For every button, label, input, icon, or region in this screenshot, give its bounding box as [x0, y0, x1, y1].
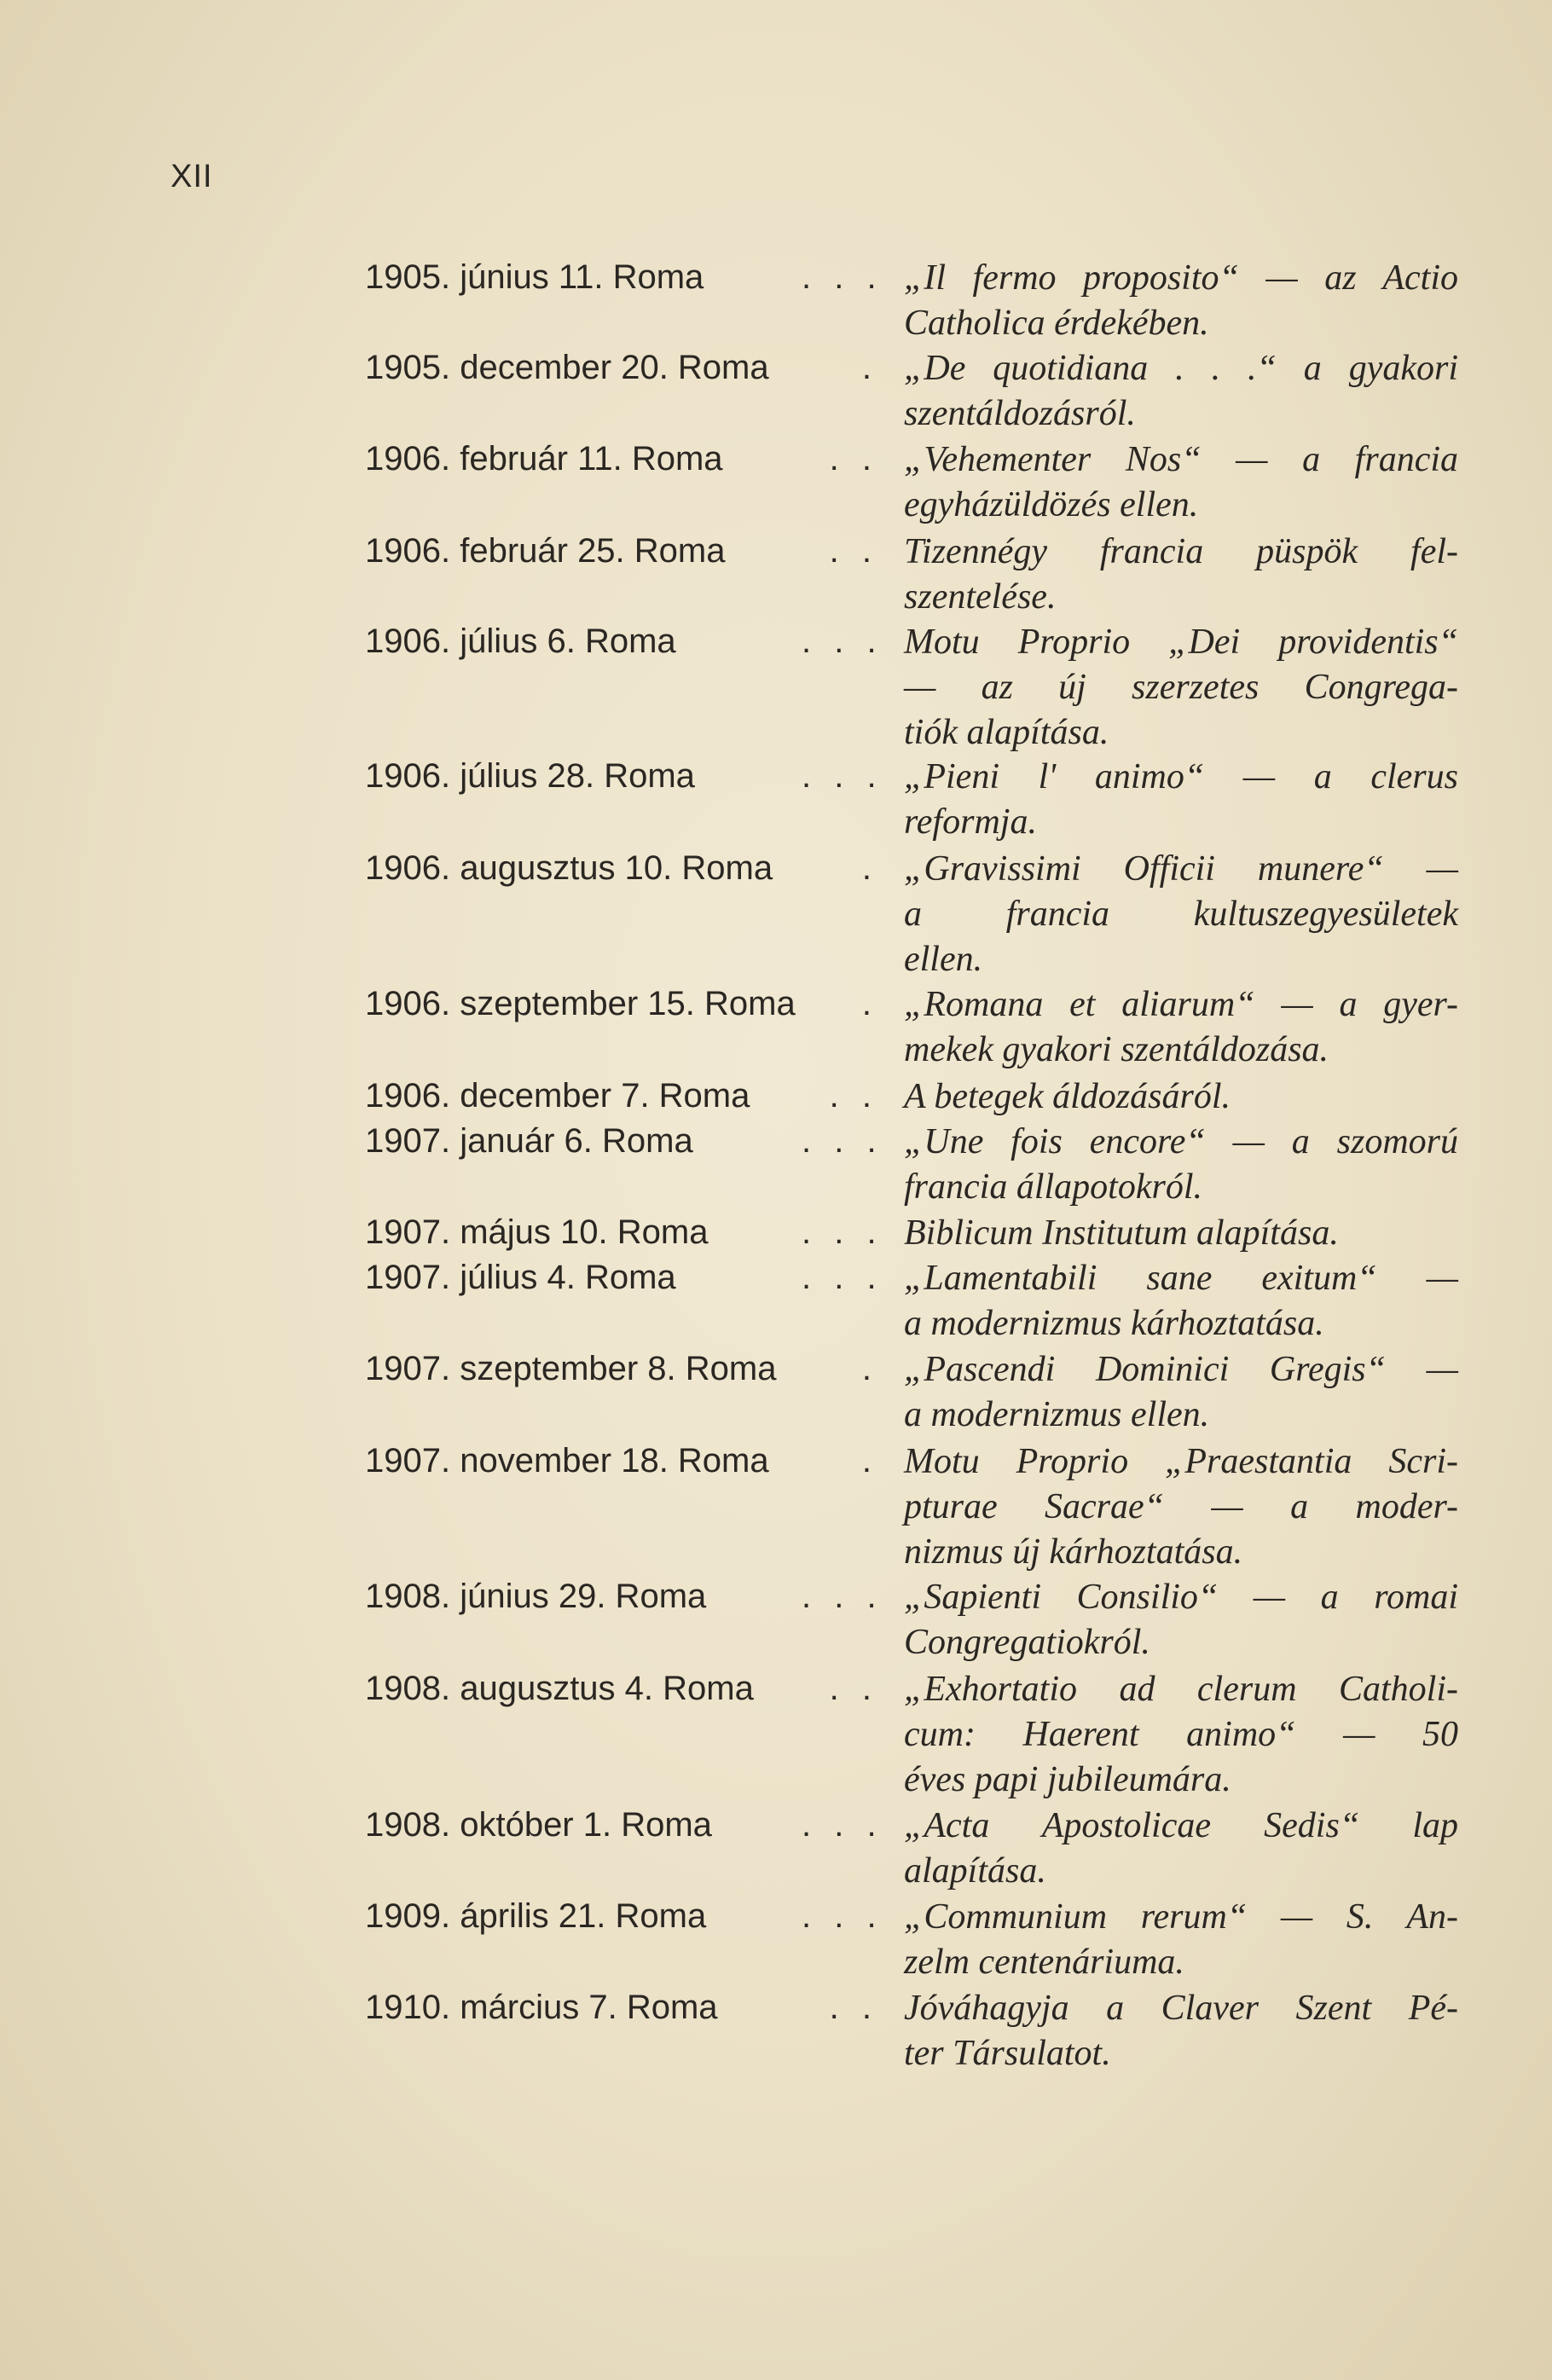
entry-description [904, 755, 1458, 845]
entry-description [904, 982, 1458, 1073]
description-line: Motu Proprio „Dei providentis“ [904, 623, 1458, 662]
description-line: a francia kultuszegyesületek [904, 895, 1458, 934]
entry-description [904, 530, 1458, 620]
description-line: — az új szerzetes Congrega- [904, 668, 1458, 707]
leader-dots: . . . [802, 1897, 883, 1935]
leader-dots: . . . [802, 757, 883, 795]
description-line: ter Társulatot. [904, 2034, 1111, 2073]
entry-date: 1906. július 28. Roma [365, 757, 695, 795]
entry-description [904, 620, 1458, 756]
description-line: „Pieni l' animo“ — a clerus [904, 757, 1458, 796]
description-line: „Romana et aliarum“ — a gyer- [904, 985, 1458, 1024]
description-line: „Acta Apostolicae Sedis“ lap [904, 1806, 1458, 1845]
leader-dots: . . . [802, 1122, 883, 1160]
leader-dots: . [861, 985, 878, 1022]
entry-date: 1906. december 7. Roma [365, 1077, 750, 1115]
description-line: szentelése. [904, 577, 1057, 617]
description-line: „Sapienti Consilio“ — a romai [904, 1578, 1458, 1617]
description-line: cum: Haerent animo“ — 50 [904, 1715, 1458, 1754]
entry-date: 1906. február 11. Roma [365, 440, 723, 478]
entry-description [904, 1986, 1458, 2076]
entry-description [904, 1895, 1458, 1985]
entry-description [904, 437, 1458, 528]
description-line: „De quotidiana . . .“ a gyakori [904, 349, 1458, 388]
leader-dots: . . [829, 1077, 878, 1115]
entry-description [904, 1074, 1458, 1120]
description-line: szentáldozásról. [904, 394, 1136, 433]
description-line: nizmus új kárhoztatása. [904, 1532, 1243, 1572]
entry-date: 1906. február 25. Roma [365, 532, 726, 570]
leader-dots: . . . [802, 623, 883, 660]
entry-date: 1907. szeptember 8. Roma [365, 1350, 777, 1387]
leader-dots: . . . [802, 1259, 883, 1296]
description-line: tiók alapítása. [904, 713, 1109, 752]
leader-dots: . [861, 349, 878, 386]
entry-date: 1907. november 18. Roma [365, 1442, 769, 1480]
entry-date: 1910. március 7. Roma [365, 1989, 718, 2026]
entry-description [904, 1667, 1458, 1803]
description-line: „Vehementer Nos“ — a francia [904, 440, 1458, 479]
leader-dots: . . . [802, 258, 883, 296]
page-number: XII [171, 159, 213, 194]
description-line: éves papi jubileumára. [904, 1760, 1231, 1799]
description-line: a modernizmus kárhoztatása. [904, 1304, 1324, 1343]
description-line: pturae Sacrae“ — a moder- [904, 1487, 1458, 1526]
entry-description [904, 1575, 1458, 1665]
description-line: francia állapotokról. [904, 1167, 1202, 1207]
entry-date: 1906. augusztus 10. Roma [365, 849, 773, 887]
entry-date: 1909. április 21. Roma [365, 1897, 707, 1935]
entry-date: 1905. december 20. Roma [365, 349, 769, 386]
entry-description [904, 1120, 1458, 1210]
entry-date: 1907. május 10. Roma [365, 1213, 709, 1251]
entry-date: 1906. július 6. Roma [365, 623, 676, 660]
description-line: „Gravissimi Officii munere“ — [904, 849, 1458, 889]
description-line: Biblicum Institutum alapítása. [904, 1213, 1339, 1253]
description-line: Motu Proprio „Praestantia Scri- [904, 1442, 1458, 1481]
description-line: Jóváhagyja a Claver Szent Pé- [904, 1989, 1458, 2028]
leader-dots: . . [829, 440, 878, 478]
description-line: mekek gyakori szentáldozása. [904, 1030, 1329, 1069]
entry-description [904, 1256, 1458, 1346]
leader-dots: . [861, 1350, 878, 1387]
description-line: Catholica érdekében. [904, 304, 1209, 343]
leader-dots: . [861, 849, 878, 887]
entry-description [904, 1804, 1458, 1894]
entry-date: 1905. június 11. Roma [365, 258, 704, 296]
leader-dots: . . [829, 1670, 878, 1707]
description-line: A betegek áldozásáról. [904, 1077, 1231, 1116]
leader-dots: . . . [802, 1806, 883, 1844]
description-line: „Une fois encore“ — a szomorú [904, 1122, 1458, 1161]
leader-dots: . . . [802, 1578, 883, 1615]
description-line: egyházüldözés ellen. [904, 485, 1199, 524]
description-line: zelm centenáriuma. [904, 1943, 1184, 1982]
description-line: ellen. [904, 940, 983, 979]
description-line: alapítása. [904, 1851, 1046, 1891]
description-line: „Lamentabili sane exitum“ — [904, 1259, 1458, 1298]
entry-description [904, 256, 1458, 346]
entry-date: 1908. október 1. Roma [365, 1806, 712, 1844]
description-line: „Pascendi Dominici Gregis“ — [904, 1350, 1458, 1389]
entry-description [904, 346, 1458, 437]
entry-date: 1907. január 6. Roma [365, 1122, 693, 1160]
entry-description [904, 1211, 1458, 1256]
description-line: Congregatiokról. [904, 1623, 1150, 1662]
description-line: Tizennégy francia püspök fel- [904, 532, 1458, 571]
leader-dots: . . [829, 1989, 878, 2026]
entry-description [904, 1439, 1458, 1575]
entry-description [904, 847, 1458, 982]
description-line: reformja. [904, 802, 1037, 842]
leader-dots: . . . [802, 1213, 883, 1251]
leader-dots: . [861, 1442, 878, 1480]
entry-date: 1908. június 29. Roma [365, 1578, 707, 1615]
entry-date: 1908. augusztus 4. Roma [365, 1670, 754, 1707]
entry-date: 1906. szeptember 15. Roma [365, 985, 796, 1022]
description-line: a modernizmus ellen. [904, 1395, 1210, 1434]
description-line: „Il fermo proposito“ — az Actio [904, 258, 1458, 298]
entry-date: 1907. július 4. Roma [365, 1259, 676, 1296]
leader-dots: . . [829, 532, 878, 570]
description-line: „Exhortatio ad clerum Catholi- [904, 1670, 1458, 1709]
entry-description [904, 1347, 1458, 1438]
description-line: „Communium rerum“ — S. An- [904, 1897, 1458, 1937]
